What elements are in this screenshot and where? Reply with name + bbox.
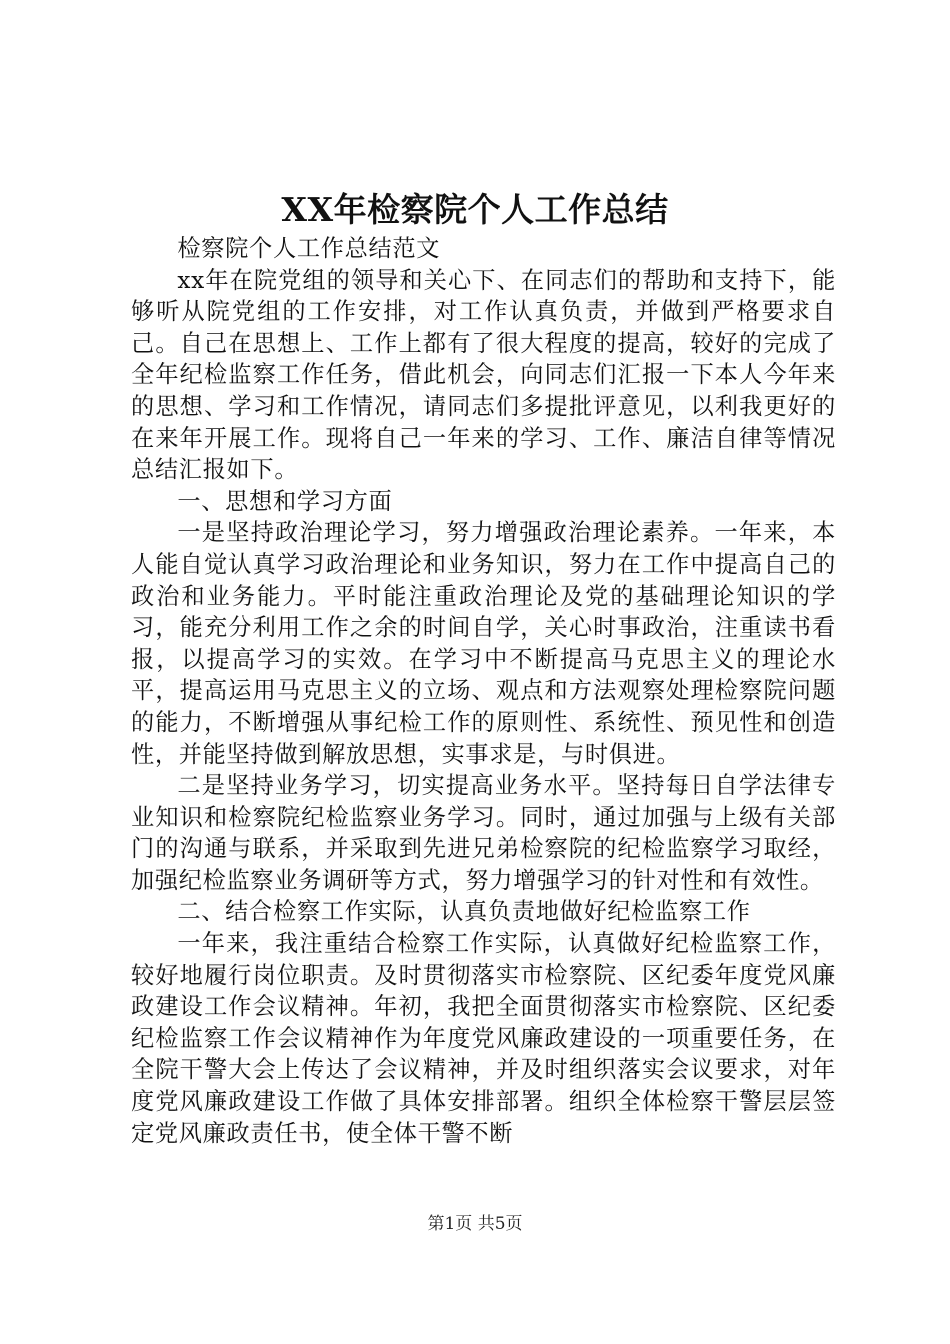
discipline-work-paragraph: 一年来，我注重结合检察工作实际，认真做好纪检监察工作，较好地履行岗位职责。及时贯彻落实市检察院、区纪委年度党风廉政建设工作会议精神。年初，我把全面贯彻落实市检察院、区纪委纪检监察工作会议精神作为年度党风廉政建设的一项重要任务，在全院干警大会上传达了会议精神，并及时组织落实会议要求，对年度党风廉政建设工作做了具体安排部署。组织全体检察干警层层签定党风廉政责任书，使全体干警不断 <box>131 930 836 1147</box>
document-title: XX年检察院个人工作总结 <box>281 190 669 229</box>
intro-paragraph: xx年在院党组的领导和关心下、在同志们的帮助和支持下，能够听从院党组的工作安排，对工作认真负责，并做到严格要求自己。自己在思想上、工作上都有了很大程度的提高，较好的完成了全年纪检监察工作任务，借此机会，向同志们汇报一下本人今年来的思想、学习和工作情况，请同志们多提批评意见，以利我更好的在来年开展工作。现将自己一年来的学习、工作、廉洁自律等情况总结汇报如下。 <box>131 266 836 484</box>
section-heading-thought-and-study: 一、思想和学习方面 <box>177 487 393 515</box>
subtitle-paragraph: 检察院个人工作总结范文 <box>177 235 441 262</box>
page-number-footer: 第1页 共5页 <box>427 1214 523 1234</box>
political-theory-paragraph: 一是坚持政治理论学习，努力增强政治理论素养。一年来，本人能自觉认真学习政治理论和业务知识，努力在工作中提高自己的政治和业务能力。平时能注重政治理论及党的基础理论知识的学习，能充分利用工作之余的时间自学，关心时事政治，注重读书看报，以提高学习的实效。在学习中不断提高马克思主义的理论水平，提高运用马克思主义的立场、观点和方法观察处理检察院问题的能力，不断增强从事纪检工作的原则性、系统性、预见性和创造性，并能坚持做到解放思想，实事求是，与时俱进。 <box>131 519 836 768</box>
business-study-paragraph: 二是坚持业务学习，切实提高业务水平。坚持每日自学法律专业知识和检察院纪检监察业务学习。同时，通过加强与上级有关部门的沟通与联系，并采取到先进兄弟检察院的纪检监察学习取经，加强纪检监察业务调研等方式，努力增强学习的针对性和有效性。 <box>131 772 836 894</box>
section-heading-discipline-work: 二、结合检察工作实际，认真负责地做好纪检监察工作 <box>177 898 751 926</box>
document-body <box>131 233 836 1149</box>
